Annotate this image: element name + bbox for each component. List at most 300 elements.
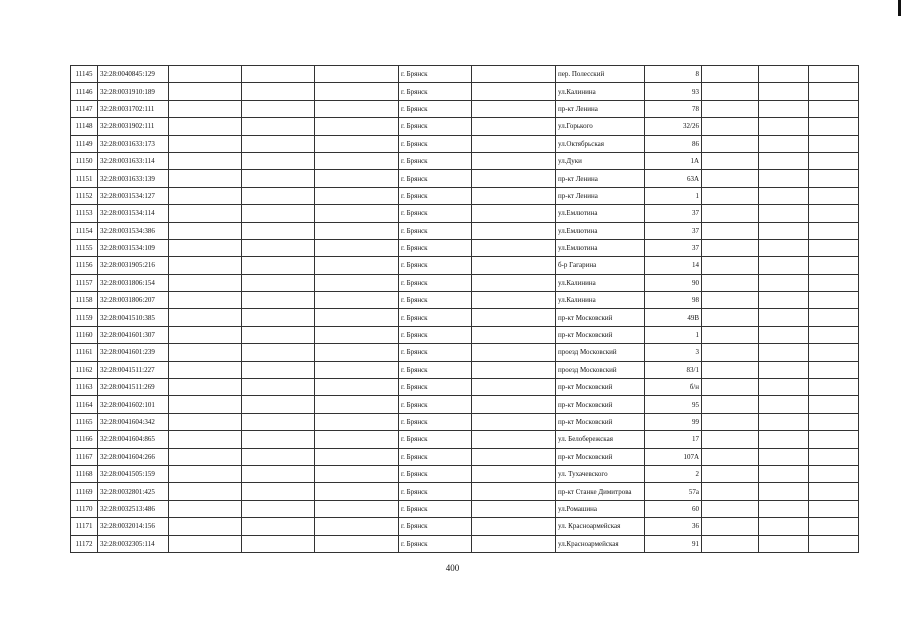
empty-cell xyxy=(809,326,859,343)
table-row xyxy=(71,205,859,222)
empty-cell xyxy=(809,118,859,135)
empty-cell xyxy=(315,152,399,169)
table-row xyxy=(71,326,859,343)
empty-cell xyxy=(169,535,242,552)
empty-cell xyxy=(242,448,315,465)
empty-cell xyxy=(702,274,759,291)
empty-cell xyxy=(472,396,556,413)
city-cell: г. Брянск xyxy=(399,535,472,552)
empty-cell xyxy=(702,170,759,187)
table-row xyxy=(71,135,859,152)
empty-cell xyxy=(759,239,809,256)
city-cell: г. Брянск xyxy=(399,326,472,343)
street-cell: ул.Калинина xyxy=(556,292,645,309)
street-cell: ул.Горького xyxy=(556,118,645,135)
street-cell: пр-кт Московский xyxy=(556,309,645,326)
empty-cell xyxy=(702,152,759,169)
empty-cell xyxy=(702,483,759,500)
empty-cell xyxy=(759,170,809,187)
empty-cell xyxy=(169,66,242,83)
empty-cell xyxy=(759,535,809,552)
cadastral-number-cell: 32:28:0031534:127 xyxy=(98,187,169,204)
row-number-cell: 11152 xyxy=(71,187,98,204)
city-cell: г. Брянск xyxy=(399,292,472,309)
street-cell: ул. Красноармейская xyxy=(556,518,645,535)
empty-cell xyxy=(809,431,859,448)
empty-cell xyxy=(242,274,315,291)
city-cell: г. Брянск xyxy=(399,152,472,169)
empty-cell xyxy=(169,170,242,187)
street-cell: ул.Калинина xyxy=(556,83,645,100)
cadastral-number-cell: 32:28:0031905:216 xyxy=(98,257,169,274)
cadastral-number-cell: 32:28:0031902:111 xyxy=(98,118,169,135)
empty-cell xyxy=(472,500,556,517)
table-row xyxy=(71,222,859,239)
house-number-cell: 99 xyxy=(645,413,702,430)
empty-cell xyxy=(759,205,809,222)
empty-cell xyxy=(702,465,759,482)
empty-cell xyxy=(759,135,809,152)
table-row xyxy=(71,152,859,169)
house-number-cell: 3 xyxy=(645,344,702,361)
empty-cell xyxy=(702,518,759,535)
row-number-cell: 11164 xyxy=(71,396,98,413)
street-cell: ул.Калинина xyxy=(556,274,645,291)
empty-cell xyxy=(472,257,556,274)
empty-cell xyxy=(169,257,242,274)
empty-cell xyxy=(759,396,809,413)
empty-cell xyxy=(809,100,859,117)
empty-cell xyxy=(809,292,859,309)
house-number-cell: 60 xyxy=(645,500,702,517)
row-number-cell: 11162 xyxy=(71,361,98,378)
street-cell: пер. Полесский xyxy=(556,66,645,83)
empty-cell xyxy=(315,448,399,465)
empty-cell xyxy=(809,379,859,396)
empty-cell xyxy=(242,83,315,100)
empty-cell xyxy=(242,187,315,204)
empty-cell xyxy=(169,222,242,239)
city-cell: г. Брянск xyxy=(399,170,472,187)
empty-cell xyxy=(472,83,556,100)
table-row xyxy=(71,118,859,135)
house-number-cell: 37 xyxy=(645,205,702,222)
empty-cell xyxy=(472,205,556,222)
empty-cell xyxy=(472,170,556,187)
street-cell: ул.Емлютина xyxy=(556,205,645,222)
house-number-cell: 91 xyxy=(645,535,702,552)
empty-cell xyxy=(472,483,556,500)
city-cell: г. Брянск xyxy=(399,274,472,291)
empty-cell xyxy=(809,239,859,256)
row-number-cell: 11157 xyxy=(71,274,98,291)
cadastral-number-cell: 32:28:0032801:425 xyxy=(98,483,169,500)
empty-cell xyxy=(472,292,556,309)
empty-cell xyxy=(242,431,315,448)
empty-cell xyxy=(759,465,809,482)
city-cell: г. Брянск xyxy=(399,413,472,430)
table-row xyxy=(71,292,859,309)
empty-cell xyxy=(315,465,399,482)
table-row xyxy=(71,83,859,100)
house-number-cell: 2 xyxy=(645,465,702,482)
empty-cell xyxy=(472,222,556,239)
empty-cell xyxy=(759,292,809,309)
empty-cell xyxy=(702,83,759,100)
city-cell: г. Брянск xyxy=(399,379,472,396)
row-number-cell: 11150 xyxy=(71,152,98,169)
empty-cell xyxy=(169,465,242,482)
cadastral-number-cell: 32:28:0040845:129 xyxy=(98,66,169,83)
empty-cell xyxy=(472,448,556,465)
page-number: 400 xyxy=(445,563,460,573)
empty-cell xyxy=(809,135,859,152)
empty-cell xyxy=(702,118,759,135)
house-number-cell: 86 xyxy=(645,135,702,152)
empty-cell xyxy=(315,518,399,535)
empty-cell xyxy=(169,239,242,256)
empty-cell xyxy=(809,500,859,517)
empty-cell xyxy=(169,379,242,396)
empty-cell xyxy=(242,500,315,517)
empty-cell xyxy=(242,518,315,535)
row-number-cell: 11165 xyxy=(71,413,98,430)
cadastral-number-cell: 32:28:0031702:111 xyxy=(98,100,169,117)
empty-cell xyxy=(759,66,809,83)
empty-cell xyxy=(759,361,809,378)
empty-cell xyxy=(702,222,759,239)
house-number-cell: б/н xyxy=(645,379,702,396)
empty-cell xyxy=(315,170,399,187)
city-cell: г. Брянск xyxy=(399,500,472,517)
empty-cell xyxy=(169,187,242,204)
street-cell: ул.Емлютина xyxy=(556,239,645,256)
city-cell: г. Брянск xyxy=(399,205,472,222)
street-cell: пр-кт Московский xyxy=(556,326,645,343)
street-cell: пр-кт Ленина xyxy=(556,100,645,117)
row-number-cell: 11161 xyxy=(71,344,98,361)
city-cell: г. Брянск xyxy=(399,396,472,413)
empty-cell xyxy=(472,361,556,378)
street-cell: ул.Красноармейская xyxy=(556,535,645,552)
empty-cell xyxy=(472,274,556,291)
cadastral-number-cell: 32:28:0041604:342 xyxy=(98,413,169,430)
street-cell: пр-кт Московский xyxy=(556,413,645,430)
empty-cell xyxy=(759,100,809,117)
street-cell: ул.Дуки xyxy=(556,152,645,169)
empty-cell xyxy=(472,152,556,169)
empty-cell xyxy=(242,379,315,396)
empty-cell xyxy=(242,100,315,117)
empty-cell xyxy=(702,344,759,361)
row-number-cell: 11163 xyxy=(71,379,98,396)
empty-cell xyxy=(242,344,315,361)
empty-cell xyxy=(169,309,242,326)
cadastral-number-cell: 32:28:0041601:239 xyxy=(98,344,169,361)
table-row xyxy=(71,431,859,448)
row-number-cell: 11171 xyxy=(71,518,98,535)
table-row xyxy=(71,500,859,517)
row-number-cell: 11146 xyxy=(71,83,98,100)
cadastral-number-cell: 32:28:0032305:114 xyxy=(98,535,169,552)
empty-cell xyxy=(242,483,315,500)
empty-cell xyxy=(472,118,556,135)
empty-cell xyxy=(315,257,399,274)
empty-cell xyxy=(809,483,859,500)
empty-cell xyxy=(702,257,759,274)
empty-cell xyxy=(315,205,399,222)
city-cell: г. Брянск xyxy=(399,309,472,326)
empty-cell xyxy=(472,239,556,256)
row-number-cell: 11159 xyxy=(71,309,98,326)
empty-cell xyxy=(315,413,399,430)
registry-rows xyxy=(71,66,859,553)
row-number-cell: 11151 xyxy=(71,170,98,187)
cadastral-number-cell: 32:28:0031633:139 xyxy=(98,170,169,187)
house-number-cell: 1А xyxy=(645,152,702,169)
empty-cell xyxy=(315,118,399,135)
table-row xyxy=(71,465,859,482)
table-row xyxy=(71,257,859,274)
city-cell: г. Брянск xyxy=(399,100,472,117)
table-row xyxy=(71,448,859,465)
empty-cell xyxy=(169,500,242,517)
empty-cell xyxy=(702,396,759,413)
empty-cell xyxy=(759,379,809,396)
empty-cell xyxy=(472,135,556,152)
table-row xyxy=(71,361,859,378)
row-number-cell: 11158 xyxy=(71,292,98,309)
empty-cell xyxy=(702,309,759,326)
cadastral-number-cell: 32:28:0031633:173 xyxy=(98,135,169,152)
house-number-cell: 32/26 xyxy=(645,118,702,135)
empty-cell xyxy=(242,361,315,378)
empty-cell xyxy=(809,344,859,361)
empty-cell xyxy=(242,326,315,343)
empty-cell xyxy=(472,326,556,343)
house-number-cell: 95 xyxy=(645,396,702,413)
table-row xyxy=(71,535,859,552)
empty-cell xyxy=(242,222,315,239)
empty-cell xyxy=(759,222,809,239)
street-cell: пр-кт Станке Димитрова xyxy=(556,483,645,500)
row-number-cell: 11154 xyxy=(71,222,98,239)
table-row xyxy=(71,170,859,187)
city-cell: г. Брянск xyxy=(399,66,472,83)
empty-cell xyxy=(242,309,315,326)
street-cell: ул.Емлютина xyxy=(556,222,645,239)
empty-cell xyxy=(242,66,315,83)
empty-cell xyxy=(472,413,556,430)
empty-cell xyxy=(809,413,859,430)
empty-cell xyxy=(315,326,399,343)
row-number-cell: 11172 xyxy=(71,535,98,552)
row-number-cell: 11169 xyxy=(71,483,98,500)
empty-cell xyxy=(809,66,859,83)
empty-cell xyxy=(759,257,809,274)
empty-cell xyxy=(472,379,556,396)
empty-cell xyxy=(759,187,809,204)
table-row xyxy=(71,518,859,535)
empty-cell xyxy=(169,413,242,430)
table-row xyxy=(71,309,859,326)
empty-cell xyxy=(809,274,859,291)
street-cell: ул. Тухачевского xyxy=(556,465,645,482)
empty-cell xyxy=(809,205,859,222)
empty-cell xyxy=(169,396,242,413)
city-cell: г. Брянск xyxy=(399,518,472,535)
house-number-cell: 49В xyxy=(645,309,702,326)
empty-cell xyxy=(472,187,556,204)
empty-cell xyxy=(472,100,556,117)
empty-cell xyxy=(242,118,315,135)
empty-cell xyxy=(169,292,242,309)
empty-cell xyxy=(315,309,399,326)
city-cell: г. Брянск xyxy=(399,222,472,239)
street-cell: ул.Октябрьская xyxy=(556,135,645,152)
empty-cell xyxy=(702,535,759,552)
empty-cell xyxy=(702,448,759,465)
empty-cell xyxy=(315,83,399,100)
empty-cell xyxy=(315,431,399,448)
empty-cell xyxy=(702,239,759,256)
empty-cell xyxy=(315,222,399,239)
empty-cell xyxy=(472,518,556,535)
empty-cell xyxy=(702,205,759,222)
house-number-cell: 90 xyxy=(645,274,702,291)
empty-cell xyxy=(702,431,759,448)
empty-cell xyxy=(702,361,759,378)
empty-cell xyxy=(242,152,315,169)
city-cell: г. Брянск xyxy=(399,344,472,361)
city-cell: г. Брянск xyxy=(399,118,472,135)
house-number-cell: 83/1 xyxy=(645,361,702,378)
cadastral-number-cell: 32:28:0031806:154 xyxy=(98,274,169,291)
empty-cell xyxy=(242,396,315,413)
empty-cell xyxy=(759,500,809,517)
empty-cell xyxy=(472,344,556,361)
empty-cell xyxy=(242,292,315,309)
empty-cell xyxy=(759,448,809,465)
empty-cell xyxy=(809,222,859,239)
empty-cell xyxy=(242,135,315,152)
empty-cell xyxy=(472,309,556,326)
row-number-cell: 11153 xyxy=(71,205,98,222)
table-row xyxy=(71,100,859,117)
empty-cell xyxy=(472,465,556,482)
city-cell: г. Брянск xyxy=(399,239,472,256)
cadastral-number-cell: 32:28:0041510:385 xyxy=(98,309,169,326)
scan-edge-mark xyxy=(898,0,901,16)
empty-cell xyxy=(809,309,859,326)
city-cell: г. Брянск xyxy=(399,257,472,274)
empty-cell xyxy=(242,205,315,222)
empty-cell xyxy=(759,83,809,100)
house-number-cell: 37 xyxy=(645,239,702,256)
empty-cell xyxy=(169,431,242,448)
empty-cell xyxy=(809,152,859,169)
empty-cell xyxy=(702,135,759,152)
cadastral-number-cell: 32:28:0041505:159 xyxy=(98,465,169,482)
empty-cell xyxy=(169,361,242,378)
cadastral-number-cell: 32:28:0032513:486 xyxy=(98,500,169,517)
house-number-cell: 14 xyxy=(645,257,702,274)
empty-cell xyxy=(809,535,859,552)
empty-cell xyxy=(169,483,242,500)
empty-cell xyxy=(809,187,859,204)
cadastral-number-cell: 32:28:0041602:101 xyxy=(98,396,169,413)
empty-cell xyxy=(472,66,556,83)
empty-cell xyxy=(169,135,242,152)
street-cell: ул. Белобережская xyxy=(556,431,645,448)
empty-cell xyxy=(759,309,809,326)
row-number-cell: 11149 xyxy=(71,135,98,152)
row-number-cell: 11160 xyxy=(71,326,98,343)
city-cell: г. Брянск xyxy=(399,448,472,465)
city-cell: г. Брянск xyxy=(399,483,472,500)
empty-cell xyxy=(702,413,759,430)
empty-cell xyxy=(315,500,399,517)
table-row xyxy=(71,66,859,83)
street-cell: пр-кт Ленина xyxy=(556,170,645,187)
cadastral-number-cell: 32:28:0031910:189 xyxy=(98,83,169,100)
empty-cell xyxy=(315,535,399,552)
cadastral-number-cell: 32:28:0041604:865 xyxy=(98,431,169,448)
empty-cell xyxy=(809,170,859,187)
empty-cell xyxy=(315,361,399,378)
empty-cell xyxy=(702,292,759,309)
row-number-cell: 11166 xyxy=(71,431,98,448)
table-row xyxy=(71,379,859,396)
empty-cell xyxy=(169,326,242,343)
empty-cell xyxy=(315,483,399,500)
empty-cell xyxy=(315,274,399,291)
city-cell: г. Брянск xyxy=(399,361,472,378)
table-row xyxy=(71,344,859,361)
table-row xyxy=(71,483,859,500)
street-cell: проезд Московский xyxy=(556,344,645,361)
empty-cell xyxy=(315,344,399,361)
cadastral-number-cell: 32:28:0031806:207 xyxy=(98,292,169,309)
house-number-cell: 36 xyxy=(645,518,702,535)
empty-cell xyxy=(315,66,399,83)
house-number-cell: 1 xyxy=(645,187,702,204)
empty-cell xyxy=(702,66,759,83)
table-row xyxy=(71,187,859,204)
empty-cell xyxy=(759,326,809,343)
house-number-cell: 1 xyxy=(645,326,702,343)
empty-cell xyxy=(169,83,242,100)
row-number-cell: 11155 xyxy=(71,239,98,256)
house-number-cell: 93 xyxy=(645,83,702,100)
empty-cell xyxy=(809,396,859,413)
empty-cell xyxy=(169,118,242,135)
empty-cell xyxy=(315,100,399,117)
empty-cell xyxy=(242,257,315,274)
cadastral-number-cell: 32:28:0031534:109 xyxy=(98,239,169,256)
empty-cell xyxy=(169,274,242,291)
empty-cell xyxy=(315,292,399,309)
empty-cell xyxy=(759,344,809,361)
table-row xyxy=(71,396,859,413)
street-cell: б-р Гагарина xyxy=(556,257,645,274)
city-cell: г. Брянск xyxy=(399,465,472,482)
empty-cell xyxy=(315,187,399,204)
street-cell: пр-кт Московский xyxy=(556,396,645,413)
house-number-cell: 8 xyxy=(645,66,702,83)
table-row xyxy=(71,239,859,256)
empty-cell xyxy=(702,326,759,343)
